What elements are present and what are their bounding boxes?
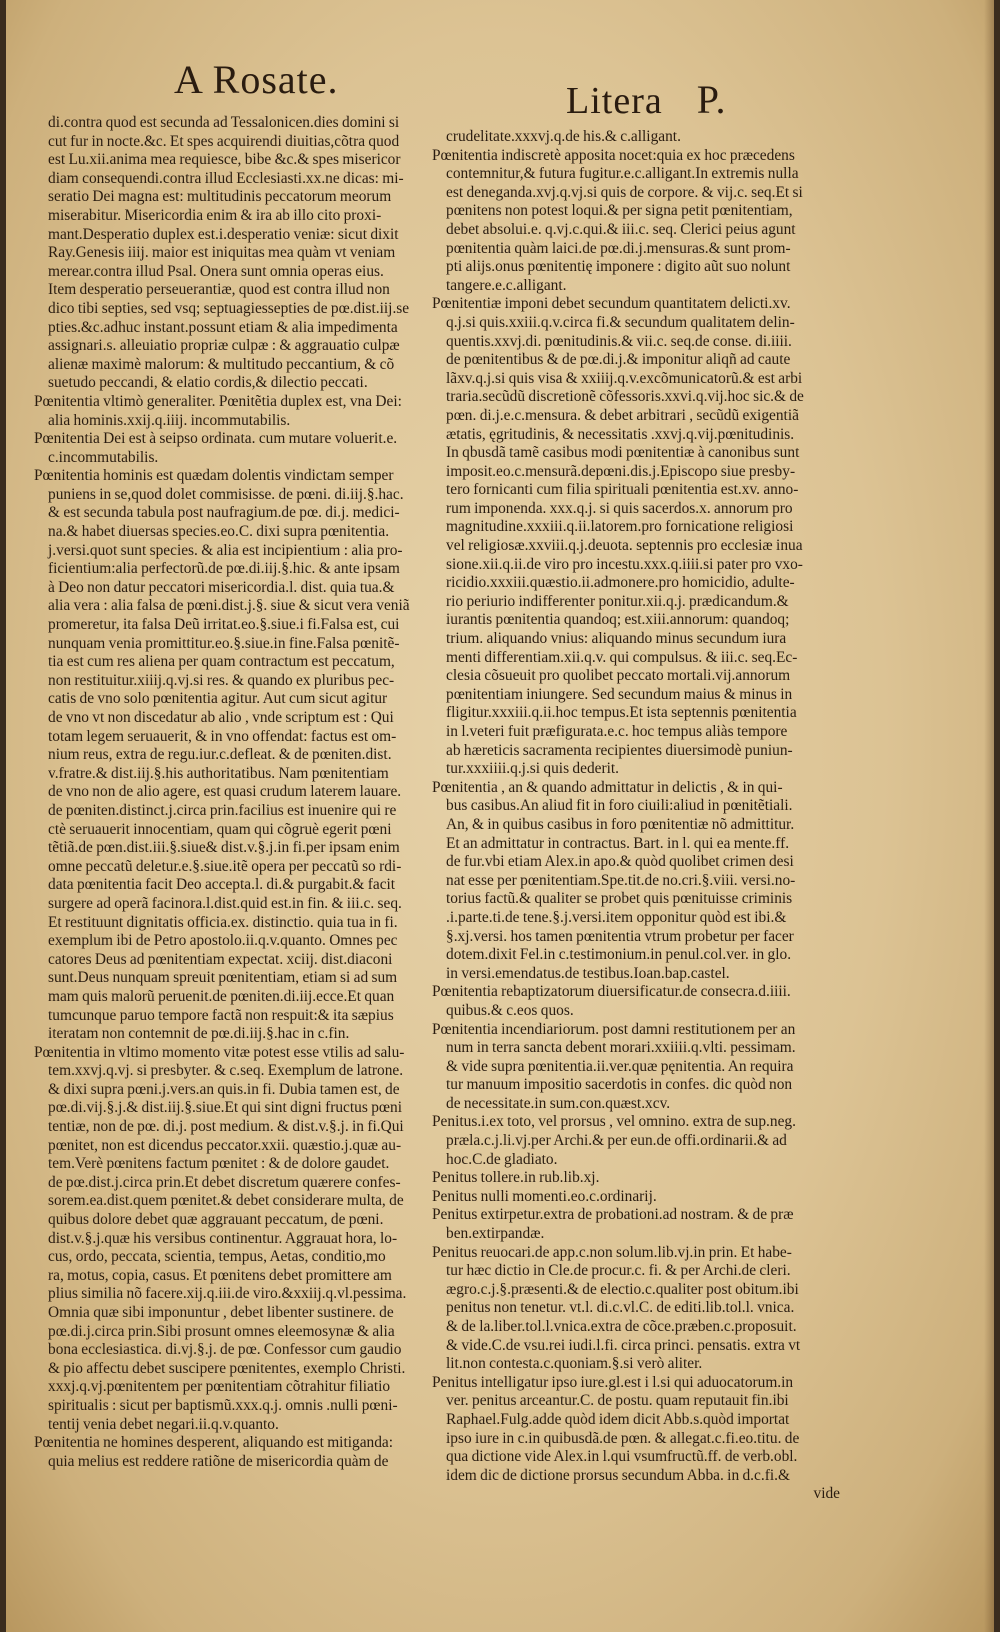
text-line: nunquam venia promittitur.eo.§.siue.in fine.Falsa pœnitẽ- [48,634,400,652]
text-line: lit.non contesta.c.quoniam.§.si verò aliter. [446,1355,703,1373]
text-line: alia hominis.xxij.q.iiij. incommutabilis. [48,411,291,429]
text-line: qua dictione vide Alex.in l.qui vsumfructũ.ff. de verb.obl. [446,1448,798,1466]
text-line: de necessitate.in sum.con.quæst.xcv. [446,1094,671,1112]
text-line: promeretur, ita falsa Deũ irritat.eo.§.siue.i fi.Falsa est, cui [48,616,400,634]
text-line: ben.extirpandæ. [446,1225,545,1243]
text-line: ricidio.xxxiii.quæstio.ii.admonere.pro homicidio, adulte- [446,574,795,592]
text-line: tem.xxvj.q.vj. si presbyter. & c.seq. Exemplum de latrone. [48,1062,404,1080]
text-line: Et an admittatur in contractus. Bart. in l. qui ea mente.ff. [446,834,790,852]
text-line: §.xj.versi. hos tamen pœnitentia vtrum probetur per facer [446,927,794,945]
text-line: Pœnitentia , an & quando admittatur in delictis , & in qui- [432,778,783,796]
text-line: ægro.c.j.§.præsenti.& de electio.c.qualiter post obitum.ibi [446,1280,799,1298]
text-line: debet absolui.e. q.vj.c.qui.& iii.c. seq. Clerici peius agunt [446,220,796,238]
text-line: Pœnitentia vltimò generaliter. Pœnitẽtia duplex est, vna Dei: [34,392,402,410]
text-line: tero fornicanti cum filia spirituali pœnitentia est.xv. anno- [446,481,799,499]
text-line: in l.veteri fuit præfigurata.e.c. hoc tempus aliàs tempore [446,723,788,740]
text-line: ra, motus, copia, casus. Et pœnitens debet promittere am [48,1266,392,1284]
text-line: pti alijs.onus pœnitentię imponere : digito aũt suo nolunt [446,258,791,276]
text-line: tur manuum impositio sacerdotis in confes. dic quòd non [446,1076,793,1094]
text-line: & dixi supra pœni.j.vers.an quis.in fi. Dubia tamen est, de [48,1080,400,1098]
text-line: Penitus reuocari.de app.c.non solum.lib.vj.in prin. Et habe- [432,1243,792,1261]
text-line: tur.xxxiiii.q.j.si quis dederit. [446,760,619,778]
text-line: bus casibus.An aliud fit in foro ciuili:aliud in pœnitẽtiali. [446,797,793,815]
text-line: Pœnitentia in vltimo momento vitæ potest esse vtilis ad salu- [34,1043,405,1061]
text-line: de pœniten.distinct.j.circa prin.facilius est inuenire qui re [48,801,397,819]
text-line: c.incommutabilis. [48,448,159,466]
text-line: tem.Verè pœnitens factum pœnitet : & de dolore gaudet. [48,1155,390,1173]
text-line: Et restituunt dignitatis officia.ex. distinctio. quia tua in fi. [48,913,398,931]
text-line: bona ecclesiastica. di.vj.§.j. de pœ. Confessor cum gaudio [48,1341,402,1359]
text-line: Pœnitentiæ imponi debet secundum quantitatem delicti.xv. [432,295,791,313]
text-line: & pio affectu debet suscipere pœnitentes, exemplo Christi. [48,1359,406,1377]
page-edge-shadow [984,0,994,1632]
text-line: catores Deus ad pœnitentiam expectat. xciij. dist.diaconi [48,950,393,968]
text-line: puniens in se,quod dolet commisisse. de pœni. di.iij.§.hac. [48,485,404,503]
text-line: Penitus tollere.in rub.lib.xj. [432,1169,600,1187]
text-line: dico tibi septies, sed vsq; septuagiessepties de pœ.dist.iij.se [48,299,410,317]
text-line: .i.parte.ti.de tene.§.j.versi.item opponitur quòd est ibi.& [446,908,787,926]
text-line: de vno non de alio agere, est quasi crudum laterem lauare. [48,783,402,801]
text-line: Pœnitentia incendiariorum. post damni restitutionem per an [432,1020,796,1038]
text-line: tur hæc dictio in Cle.de procur.c. fi. & per Archi.de cleri. [446,1262,791,1280]
text-line: tia est cum res aliena per quam contractum est peccatum, [48,653,395,671]
text-line: pœnitet, non est dicendus peccator.xxii. quæstio.j.quæ au- [48,1136,402,1154]
text-line: Penitus extirpetur.extra de probationi.ad nostram. & de præ [432,1206,794,1224]
text-line: ætatis, ęgritudinis, & necessitatis .xxvj.q.vij.pœnitudinis. [446,425,795,443]
text-line: num in terra sancta debent morari.xxiiii.q.vlti. pessimam. [446,1039,796,1057]
text-line: Item desperatio perseuerantiæ, quod est contra illud non [48,281,390,299]
text-line: traria.secũdũ discretionẽ cõfessoris.xxvi.q.vij.hoc sic.& de [446,388,804,406]
text-line: & est secunda tabula post naufragium.de pœ. di.j. medici- [48,504,400,522]
book-page [6,0,994,1632]
text-line: merear.contra illud Psal. Onera sunt omnia operas eius. [48,262,384,280]
text-line: in versi.emendatus.de testibus.Ioan.bap.castel. [446,964,730,982]
text-line: ctè seruauerit innocentiam, quam qui cõgruè egerit pœni [48,820,392,838]
text-line: mant.Desperatio duplex est.i.desperatio veniæ: sicut dixit [48,225,399,243]
running-head-letter: P. [696,77,727,122]
text-line: tangere.e.c.alligant. [446,276,567,294]
running-head-right [566,76,727,123]
text-line: fligitur.xxxiii.q.ii.hoc tempus.Et ista septennis pœnitentia [446,704,797,722]
text-line: Pœnitentia indiscretè apposita nocet:quia ex hoc præcedens [432,146,795,164]
text-line: cus, ordo, peccata, scientia, tempus, Aetas, conditio,mo [48,1248,386,1266]
text-line: ab hæreticis sacramenta recipientes diuersimodè puniun- [446,741,793,759]
left-text-column [34,114,416,1471]
text-line: Penitus intelligatur ipso iure.gl.est i l.si qui aduocatorum.in [432,1373,794,1391]
text-line: de vno vt non discedatur ab alio , vnde scriptum est : Qui [48,709,394,726]
text-line: crudelitate.xxxvj.q.de his.& c.alligant. [446,128,681,145]
text-line: Pœnitentia hominis est quædam dolentis vindictam semper [34,467,394,485]
text-line: menti differentiam.xii.q.v. qui compulsus. & iii.c. seq.Ec- [446,648,798,666]
text-line: & vide.C.de vsu.rei iudi.l.fi. circa princi. pensatis. extra vt [446,1336,801,1354]
text-line: na.& habet diuersas species.eo.C. dixi supra pœnitentia. [48,523,390,541]
right-text-column [432,128,856,1504]
text-line: alienæ maximè malorum: & multitudo peccantium, & cõ [48,355,395,373]
text-line: pœnitentia quàm laici.de pœ.di.j.mensuras.& sunt prom- [446,239,791,257]
text-line: pties.&c.adhuc instant.possunt etiam & alia impedimenta [48,318,398,336]
text-line: Pœnitentia Dei est à seipso ordinata. cum mutare voluerit.e. [34,430,398,448]
text-line: non restituitur.xiiij.q.vj.si res. & quando ex pluribus pec- [48,671,395,689]
text-line: lãxv.q.j.si quis visa & xxiiij.q.v.excõmunicatorũ.& est arbi [446,369,803,387]
text-line: Raphael.Fulg.adde quòd idem dicit Abb.s.quòd importat [446,1410,790,1428]
text-line: Penitus nulli momenti.eo.c.ordinarij. [432,1187,657,1205]
text-line: quentis.xxvj.di. pœnitudinis.& vii.c. seq.de conse. di.iiii. [446,332,792,350]
text-line: suetudo peccandi, & elatio cordis,& dilectio peccati. [48,374,368,392]
text-line: tentiæ, non de pœ. di.j. post medium. & dist.v.§.j. in fi.Qui [48,1118,404,1136]
text-line: alia vera : alia falsa de pœni.dist.j.§. siue & sicut vera veniã [48,597,410,615]
text-line: Pœnitentia rebaptizatorum diuersificatur.de consecra.d.iiii. [432,983,791,1001]
text-line: tẽtiã.de pœn.dist.iii.§.siue& dist.v.§.j.in fi.per ipsam enim [48,839,400,857]
text-line: imposit.eo.c.mensurã.depœni.dis.j.Episcopo siue presby- [446,462,796,480]
text-line: sione.xii.q.ii.de viro pro incestu.xxx.q.iiii.si pater pro vxo- [446,555,803,573]
text-line: idem dic de dictione prorsus secundum Abba. in d.c.fi.& [446,1466,790,1484]
text-line: totam legem seruauerit, & in vno offendat: factus est om- [48,727,397,745]
text-line: data pœnitentia facit Deo accepta.l. di.& purgabit.& facit [48,876,396,894]
text-line: de pœnitentibus & de pœ.di.j.& imponitur aliqñ ad caute [446,351,791,369]
text-line: est deneganda.xvj.q.vj.si quis de corpore. & vij.c. seq.Et si [446,183,803,201]
text-line: vel religiosæ.xxviii.q.j.deuota. septennis pro ecclesiæ inua [446,537,803,555]
text-line: de pœ.dist.j.circa prin.Et debet discretum quærere confes- [48,1173,401,1191]
text-line: iteratam non contemnit de pœ.di.iij.§.hac in c.fin. [48,1025,350,1043]
text-line: tentij venia debet negari.ii.q.v.quanto. [48,1415,279,1433]
text-line: cut fur in nocte.&c. Et spes acquirendi diuitias,cõtra quod [48,132,400,150]
text-line: vide [813,1485,840,1503]
text-line: Ray.Genesis iiij. maior est iniquitas mea quàm vt veniam [48,244,396,262]
text-line: plius similia nõ facere.xij.q.iii.de viro.&xxiij.q.vl.pessima. [48,1285,407,1303]
text-line: v.fratre.& dist.iij.§.his authoritatibus. Nam pœnitentiam [48,764,389,782]
text-line: mam quis malorũ peruenit.de pœniten.di.iij.ecce.Et quan [48,987,395,1005]
text-line: sorem.ea.dist.quem pœnitet.& debet considerare multa, de [48,1192,404,1210]
text-line: ver. penitus arceantur.C. de postu. quam reputauit fin.ibi [446,1392,789,1410]
text-line: contemnitur,& futura fugitur.e.c.alligant.In extremis nulla [446,165,799,183]
text-line: pœnitens non potest loqui.& per signa petit pœnitentiam, [446,202,793,220]
text-line: j.versi.quot sunt species. & alia est incipientium : alia pro- [48,541,403,559]
text-line: hoc.C.de gladiato. [446,1150,558,1168]
text-line: Pœnitentia ne homines desperent, aliquando est mitiganda: [34,1434,394,1452]
text-line: quibus.& c.eos quos. [446,1001,574,1019]
text-line: penitus non tenetur. vt.l. di.c.vl.C. de editi.lib.tol.l. vnica. [446,1299,795,1317]
text-line: à Deo non datur peccatori misericordia.l. dist. quia tua.& [48,578,395,596]
text-line: iurantis pœnitentia quandoq; est.xiii.annorum: quandoq; [446,611,790,629]
text-line: di.contra quod est secunda ad Tessalonicen.dies domini si [48,114,400,131]
running-head-left: A Rosate. [174,57,339,102]
text-line: trium. aliquando vnius: aliquando minus secundum iura [446,630,787,648]
text-line: pœn. di.j.e.c.mensura. & debet arbitrari , secũdũ exigentiã [446,406,799,424]
text-line: assignari.s. alleuiatio propriæ culpæ : & aggrauatio culpæ [48,337,400,355]
text-line: & de la.liber.tol.l.vnica.extra de cõce.præben.c.proposuit. [446,1318,797,1335]
text-line: pœ.di.vij.§.j.& dist.iij.§.siue.Et qui sint digni fructus pœni [48,1099,402,1117]
text-line: pœ.di.j.circa prin.Sibi prosunt omnes eleemosynæ & alia [48,1322,395,1340]
text-line: clesia cõsueuit pro quolibet peccato mortali.vij.annorum [446,667,791,685]
text-line: dotem.dixit Fel.in c.testimonium.in penul.col.ver. in glo. [446,946,792,964]
text-line: miserabitur. Misericordia enim & ira ab illo cito proxi- [48,206,382,224]
text-line: seratio Dei magna est: multitudinis peccatorum meorum [48,188,392,206]
text-line: surgere ad operã facinora.l.dist.quid est.in fin. & iii.c. seq. [48,894,402,912]
text-line: quia melius est reddere ratiõne de misericordia quàm de [48,1452,389,1470]
text-line: magnitudine.xxxiii.q.ii.latorem.pro fornicatione religiosi [446,518,794,536]
text-line: nium reus, extra de regu.iur.c.defleat. & de pœniten.dist. [48,746,392,764]
text-line: spiritualis : sicut per baptismũ.xxx.q.j. omnis .nulli pœni- [48,1396,398,1414]
text-line: quibus dolore debet quæ aggrauant peccatum, de pœni. [48,1211,384,1229]
text-line: est Lu.xii.anima mea requiesce, bibe &c.& spes misericor [48,151,401,169]
text-line: In qbusdã tamẽ casibus modi pœnitentiæ à canonibus sunt [446,444,800,462]
text-line: de fur.vbi etiam Alex.in apo.& quòd quolibet crimen desi [446,853,794,871]
text-line: ficientium:alia perfectorũ.de pœ.di.iij.§.hic. & ante ipsam [48,560,400,578]
text-line: rum imponenda. xxx.q.j. si quis sacerdos.x. annorum pro [446,499,793,517]
text-line: q.j.si quis.xxiii.q.v.circa fi.& secundum qualitatem delin- [446,313,795,331]
text-line: rio periurio indifferenter ponitur.xii.q.j. prædicandum.& [446,592,789,610]
text-line: diam consequendi.contra illud Ecclesiasti.xx.ne dicas: mi- [48,169,404,187]
text-line: tumcunque paruo tempore factã non respuit:& ita sæpius [48,1006,394,1024]
text-line: ipso iure in c.in quibusdã.de pœn. & allegat.c.fi.eo.titu. de [446,1429,800,1447]
running-head-right-title: Litera [566,80,663,122]
text-line: dist.v.§.j.quæ his versibus continentur. Aggrauat hora, lo- [48,1229,398,1247]
text-line: omne peccatũ deletur.e.§.siue.itẽ opera per peccatũ so rdi- [48,857,402,875]
text-line: Omnia quæ sibi imponuntur , debet libenter sustinere. de [48,1304,394,1321]
text-line: exemplum ibi de Petro apostolo.ii.q.v.quanto. Omnes pec [48,932,398,950]
text-line: catis de vno solo pœnitentia agitur. Aut cum sicut agitur [48,690,388,708]
text-line: præla.c.j.li.vj.per Archi.& per eun.de offi.ordinarii.& ad [446,1132,787,1150]
text-line: Penitus.i.ex toto, vel prorsus , vel omnino. extra de sup.neg. [432,1113,796,1131]
text-line: nat esse per pœnitentiam.Spe.tit.de no.cri.§.viii. versi.no- [446,871,796,889]
text-line: sunt.Deus nunquam spreuit pœnitentiam, etiam si ad sum [48,969,398,987]
text-line: xxxj.q.vj.pœnitentem per pœnitentiam cõtrahitur filiatio [48,1378,391,1396]
text-line: pœnitentiam iniungere. Sed secundum maius & minus in [446,685,793,703]
text-line: torius factũ.& qualiter se probet quis pœnituisse criminis [446,890,793,908]
text-line: & vide supra pœnitentia.ii.ver.quæ pęnitentia. An requira [446,1057,794,1075]
text-line: An, & in quibus casibus in foro pœnitentiæ nõ admittitur. [446,815,795,833]
